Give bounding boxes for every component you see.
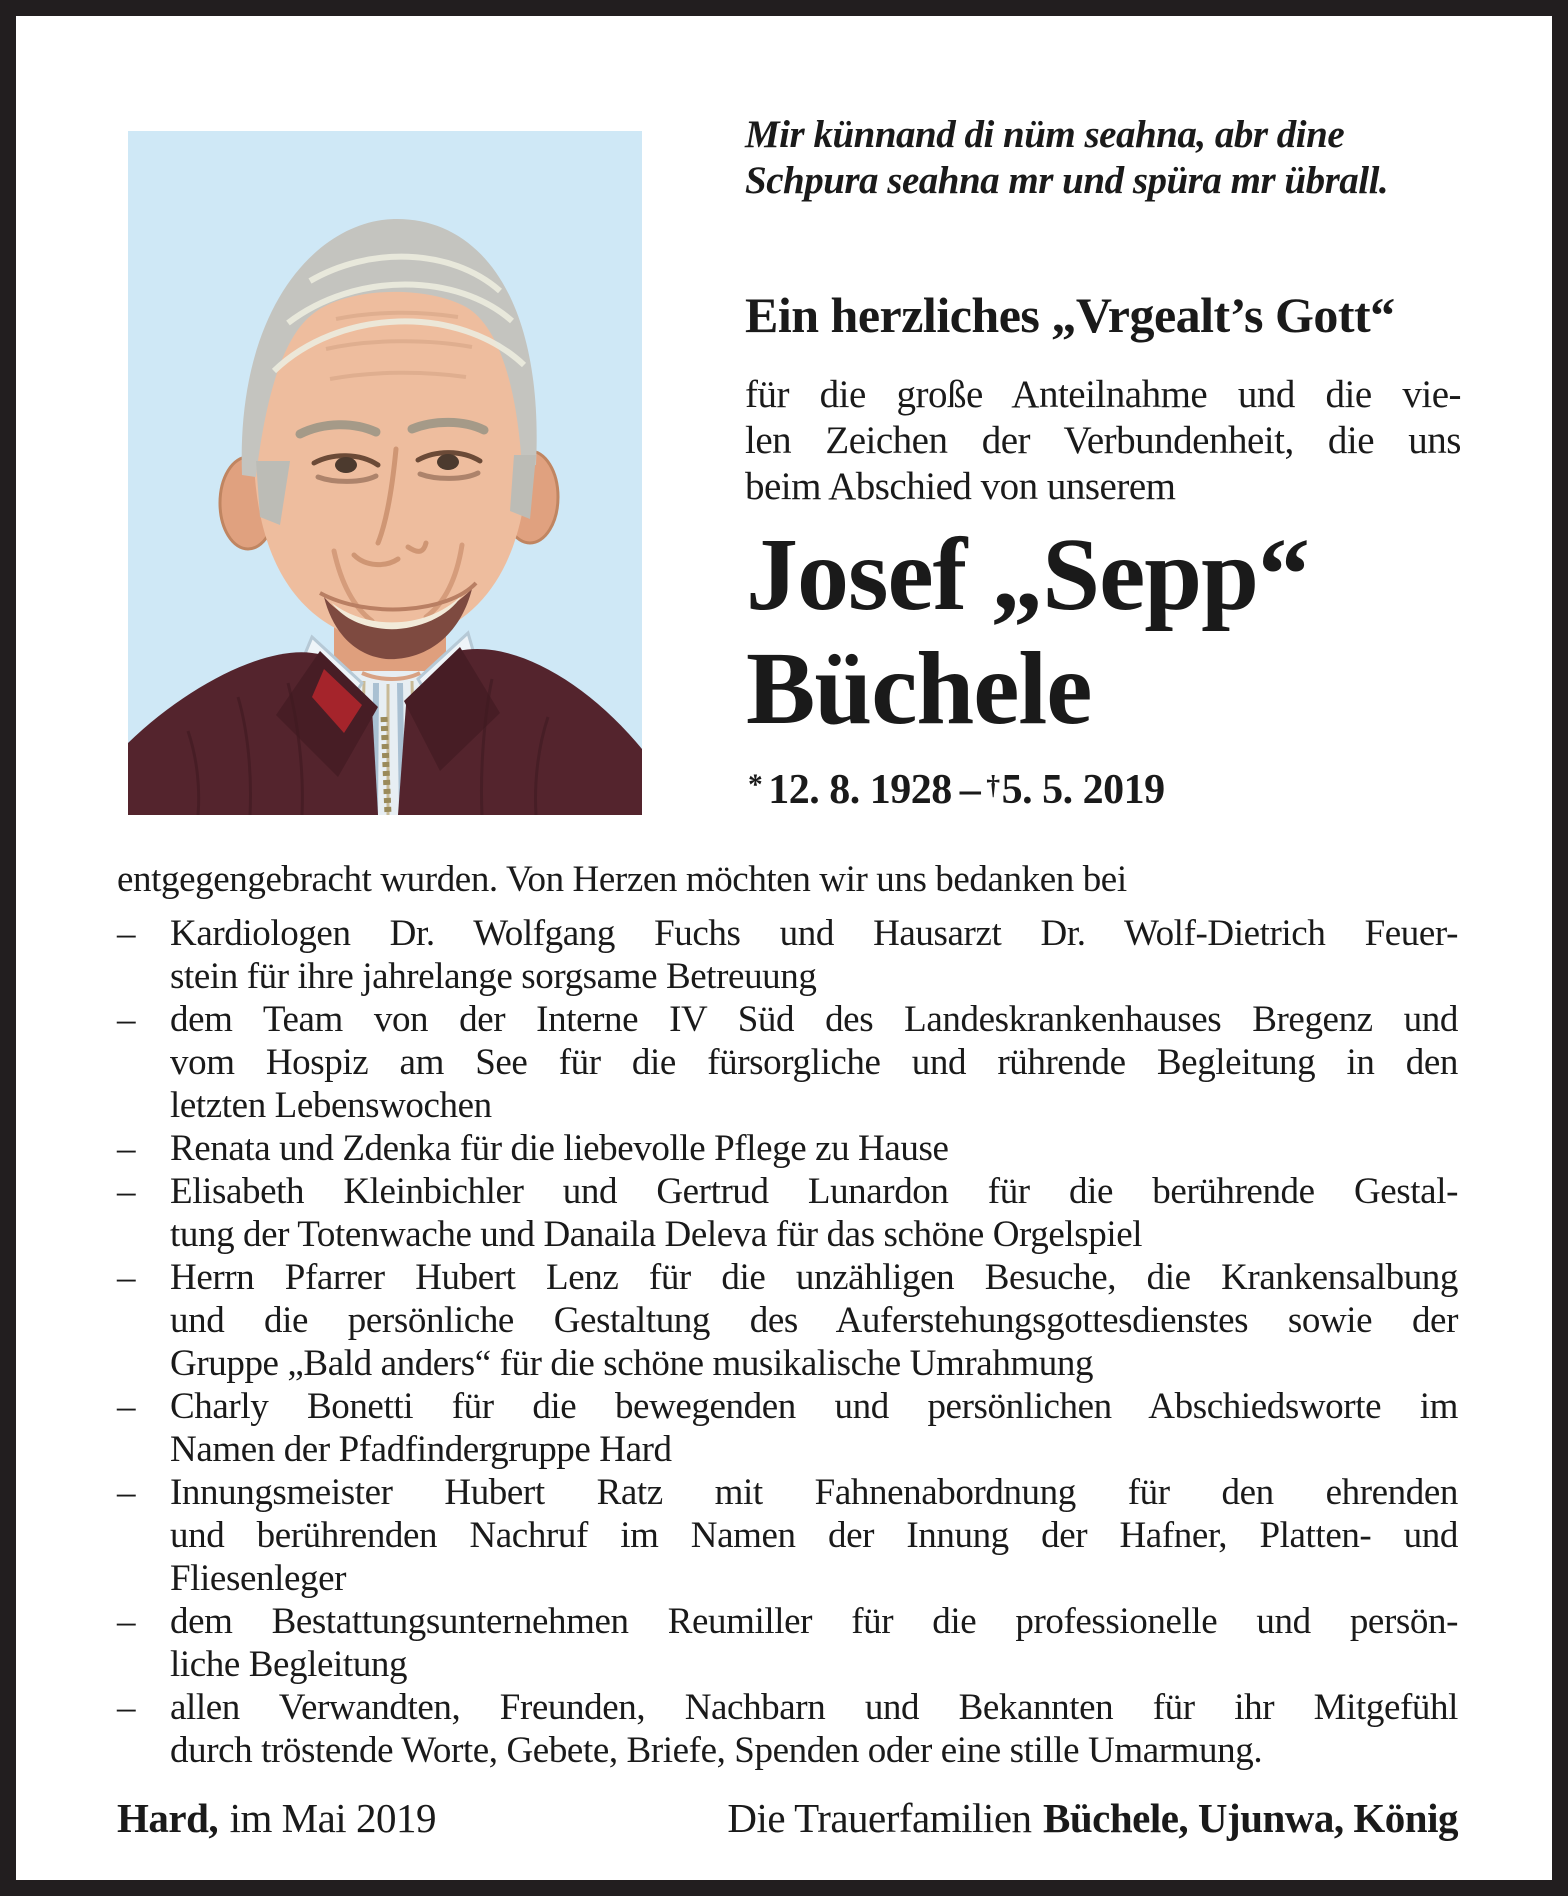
thanks-item-line: und berührenden Nachruf im Namen der Innung der Hafner, Platten- und (170, 1515, 1458, 1556)
footer (117, 1794, 1458, 1842)
footer-families-names: Büchele, Ujunwa, König (1043, 1795, 1458, 1841)
thanks-item-line: Herrn Pfarrer Hubert Lenz für die unzähligen Besuche, die Krankensalbung (170, 1257, 1458, 1298)
epigraph-line: Mir künnand di nüm seahna, abr dine (745, 113, 1345, 156)
thanks-item (117, 1385, 1458, 1471)
life-dates (748, 766, 1488, 814)
deceased-name-line2: Büchele (746, 631, 1092, 746)
thanks-intro-line: len Zeichen der Verbundenheit, die uns (745, 419, 1461, 462)
deceased-name-line1: Josef „Sepp“ (746, 517, 1309, 632)
deceased-name (746, 518, 1506, 746)
thanks-item-line: stein für ihre jahrelange sorgsame Betreuung (170, 956, 817, 997)
body-intro: entgegengebracht wurden. Von Herzen möchten wir uns bedanken bei (117, 859, 1127, 900)
death-date: 5. 5. 2019 (1001, 767, 1165, 813)
portrait-photo (128, 131, 642, 815)
thanks-intro-line: beim Abschied von unserem (745, 465, 1176, 508)
thanks-item-line: dem Bestattungsunternehmen Reumiller für die professionelle und persön- (170, 1601, 1458, 1642)
thanks-item-line: vom Hospiz am See für die fürsorgliche und rührende Begleitung in den (170, 1042, 1458, 1083)
footer-families-prefix: Die Trauerfamilien (727, 1795, 1032, 1841)
footer-date: im Mai 2019 (229, 1795, 436, 1841)
list-dash: – (117, 1386, 136, 1427)
footer-place: Hard, (117, 1795, 219, 1841)
thanks-item (117, 1256, 1458, 1385)
thanks-list (117, 912, 1458, 1772)
page-edge-line (0, 0, 1568, 3)
list-dash: – (117, 913, 136, 954)
thanks-item-line: durch tröstende Worte, Gebete, Briefe, Spenden oder eine stille Umarmung. (170, 1730, 1263, 1771)
thanks-item-line: tung der Totenwache und Danaila Deleva für das schöne Orgelspiel (170, 1214, 1143, 1255)
list-dash: – (117, 1472, 136, 1513)
list-dash: – (117, 999, 136, 1040)
epigraph (745, 112, 1461, 204)
thanks-item (117, 1686, 1458, 1772)
list-dash: – (117, 1128, 136, 1169)
thanks-title: Ein herzliches „Vrgealt’s Gott“ (745, 287, 1395, 343)
thanks-item-line: Innungsmeister Hubert Ratz mit Fahnenabordnung für den ehrenden (170, 1472, 1458, 1513)
birth-date: 12. 8. 1928 (768, 767, 952, 813)
list-dash: – (117, 1171, 136, 1212)
portrait-photo-art (128, 131, 642, 815)
thanks-item-line: Charly Bonetti für die bewegenden und persönlichen Abschiedsworte im (170, 1386, 1458, 1427)
birth-star-symbol: * (748, 769, 763, 802)
thanks-item-line: Namen der Pfadfindergruppe Hard (170, 1429, 672, 1470)
footer-families (727, 1794, 1458, 1842)
list-dash: – (117, 1601, 136, 1642)
thanks-intro-line: für die große Anteilnahme und die vie- (745, 373, 1461, 416)
thanks-item (117, 1471, 1458, 1600)
thanks-item-line: Renata und Zdenka für die liebevolle Pflege zu Hause (170, 1128, 949, 1169)
thanks-item-line: und die persönliche Gestaltung des Auferstehungsgottesdienstes sowie der (170, 1300, 1458, 1341)
thanks-item-line: Fliesenleger (170, 1558, 347, 1599)
thanks-item (117, 1600, 1458, 1686)
footer-place-date (117, 1794, 436, 1842)
thanks-item (117, 998, 1458, 1127)
list-dash: – (117, 1687, 136, 1728)
death-cross-symbol: † (986, 768, 1000, 800)
thanks-item-line: dem Team von der Interne IV Süd des Landeskrankenhauses Bregenz und (170, 999, 1458, 1040)
list-dash: – (117, 1257, 136, 1298)
thanks-item (117, 1170, 1458, 1256)
thanks-item-line: Kardiologen Dr. Wolfgang Fuchs und Hausarzt Dr. Wolf-Dietrich Feuer- (170, 913, 1458, 954)
thanks-item-line: allen Verwandten, Freunden, Nachbarn und Bekannten für ihr Mitgefühl (170, 1687, 1458, 1728)
thanks-item (117, 912, 1458, 998)
thanks-item (117, 1127, 1458, 1170)
thanks-item-line: letzten Lebenswochen (170, 1085, 492, 1126)
dates-separator: – (959, 767, 981, 813)
epigraph-line: Schpura seahna mr und spüra mr übrall. (745, 159, 1389, 202)
thanks-intro (745, 372, 1461, 510)
thanks-item-line: Elisabeth Kleinbichler und Gertrud Lunardon für die berührende Gestal- (170, 1171, 1458, 1212)
thanks-item-line: liche Begleitung (170, 1644, 408, 1685)
thanks-item-line: Gruppe „Bald anders“ für die schöne musikalische Umrahmung (170, 1343, 1094, 1384)
